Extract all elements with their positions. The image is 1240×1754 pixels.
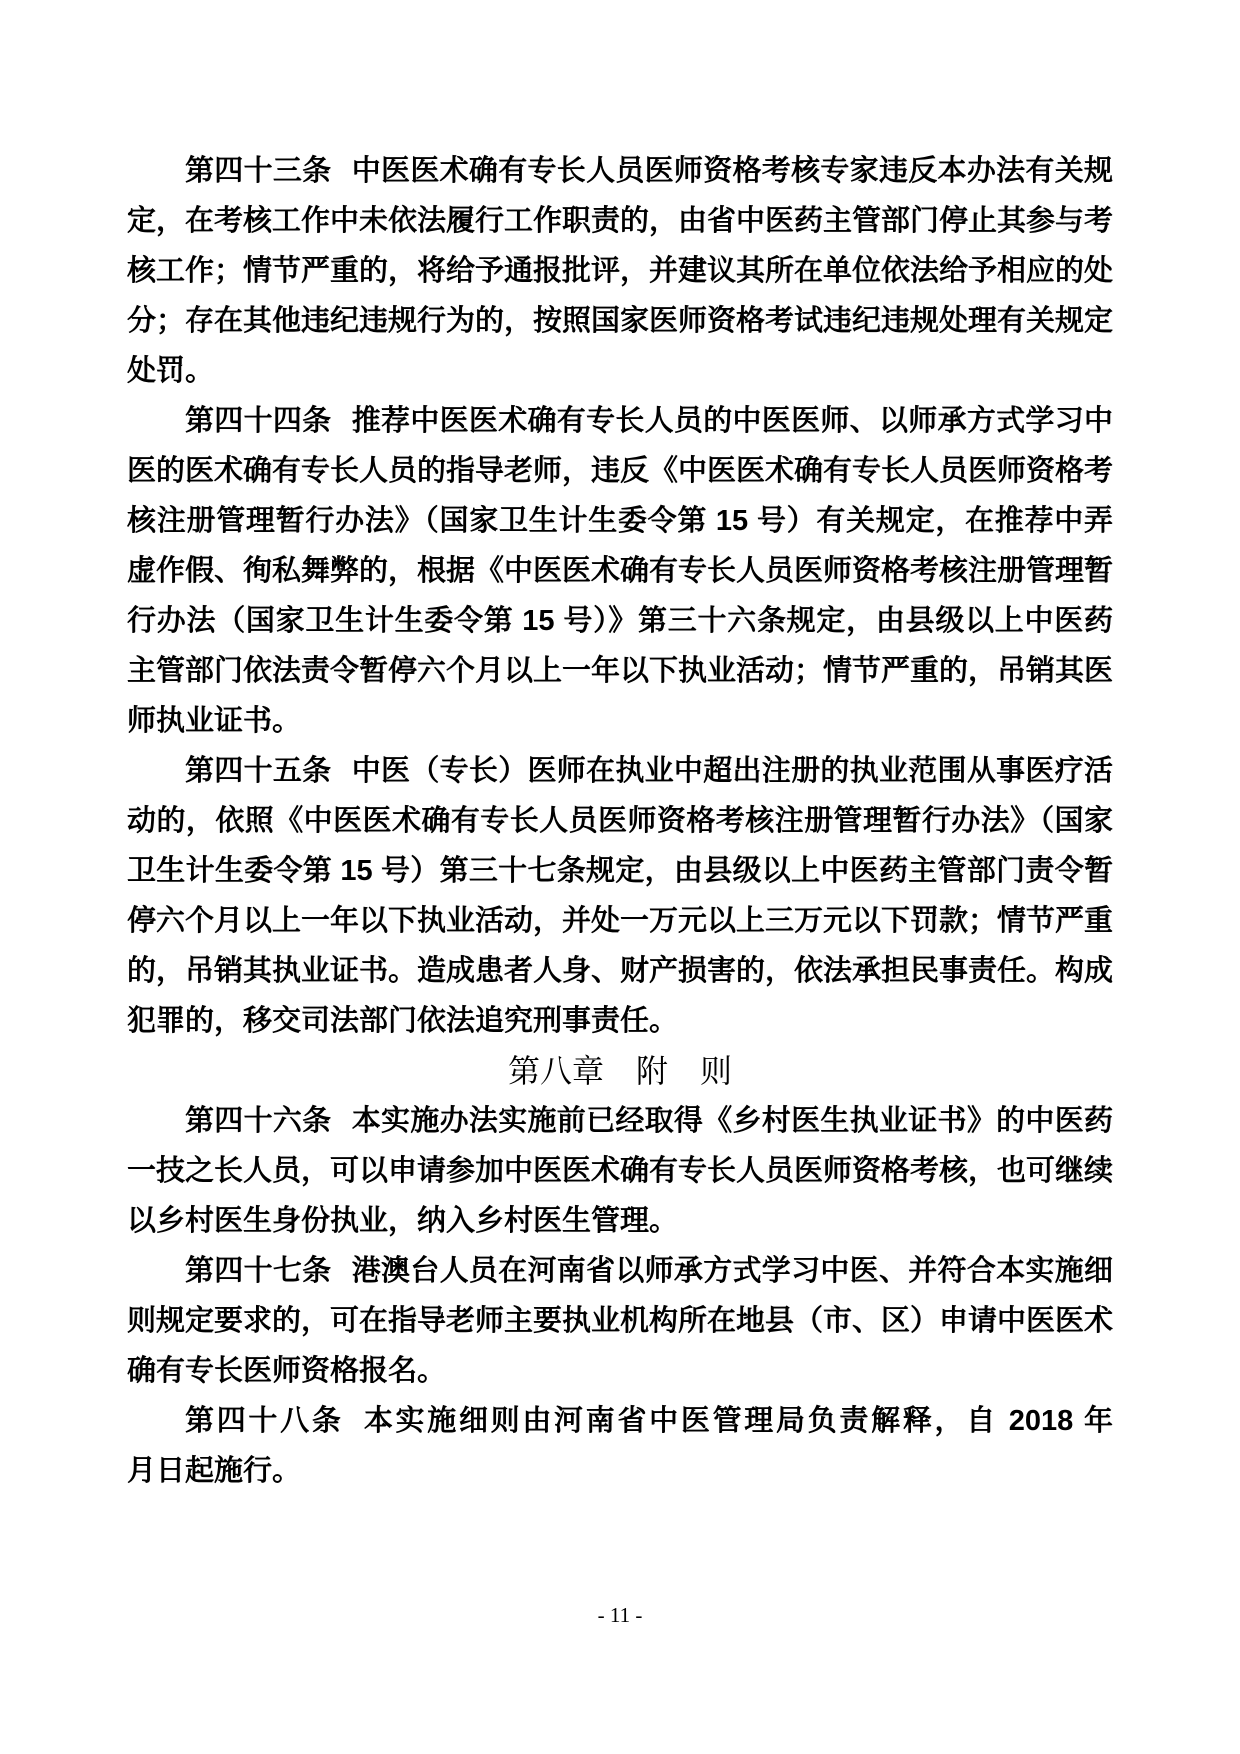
article-43-number: 第四十三条 [185, 155, 332, 187]
page-number: - 11 - [597, 1603, 643, 1627]
article-47-number: 第四十七条 [185, 1255, 332, 1287]
article-45-text: 中医（专长）医师在执业中超出注册的执业范围从事医疗活动的，依照《中医医术确有专长人员医师资格考核注册管理暂行办法》（国家卫生计生委令第 15 号）第三十七条规定，由县级以上中医药主管部门责令暂停六个月以上一年以下执业活动，并处一万元以上三万元以下罚款；情节严重的，吊销其执业证书。造成患者人身、财产损害的，依法承担民事责任。构成犯罪的，移交司法部门依法追究刑事责任。 [127, 755, 1114, 1037]
article-44-number: 第四十四条 [185, 405, 332, 437]
chapter-8-heading: 第八章 附 则 [507, 1053, 732, 1089]
article-47-paragraph [127, 1246, 1113, 1396]
page-footer [0, 1602, 1240, 1628]
document-body [127, 146, 1171, 1496]
article-47-text: 港澳台人员在河南省以师承方式学习中医、并符合本实施细则规定要求的，可在指导老师主要执业机构所在地县（市、区）申请中医医术确有专长医师资格报名。 [127, 1255, 1114, 1387]
article-43-paragraph [127, 146, 1113, 396]
article-46-number: 第四十六条 [185, 1105, 332, 1137]
article-46-text: 本实施办法实施前已经取得《乡村医生执业证书》的中医药一技之长人员，可以申请参加中医医术确有专长人员医师资格考核，也可继续以乡村医生身份执业，纳入乡村医生管理。 [127, 1105, 1114, 1237]
article-44-text: 推荐中医医术确有专长人员的中医医师、以师承方式学习中医的医术确有专长人员的指导老师，违反《中医医术确有专长人员医师资格考核注册管理暂行办法》（国家卫生计生委令第 15 号）有关规定，在推荐中弄虚作假、徇私舞弊的，根据《中医医术确有专长人员医师资格考核注册管理暂行办法（国家卫生计生委令第 15 号）》第三十六条规定，由县级以上中医药主管部门依法责令暂停六个月以上一年以下执业活动；情节严重的，吊销其医师执业证书。 [127, 405, 1114, 737]
article-48-number: 第四十八条 [185, 1405, 344, 1437]
article-45-paragraph [127, 746, 1113, 1046]
article-48-text: 本实施细则由河南省中医管理局负责解释，自 2018 年 月日起施行。 [127, 1405, 1171, 1487]
article-48-paragraph [127, 1396, 1171, 1496]
article-44-paragraph [127, 396, 1113, 746]
article-45-number: 第四十五条 [185, 755, 332, 787]
article-43-text: 中医医术确有专长人员医师资格考核专家违反本办法有关规定，在考核工作中未依法履行工作职责的，由省中医药主管部门停止其参与考核工作；情节严重的，将给予通报批评，并建议其所在单位依法给予相应的处分；存在其他违纪违规行为的，按照国家医师资格考试违纪违规处理有关规定处罚。 [127, 155, 1114, 387]
article-46-paragraph [127, 1096, 1113, 1246]
